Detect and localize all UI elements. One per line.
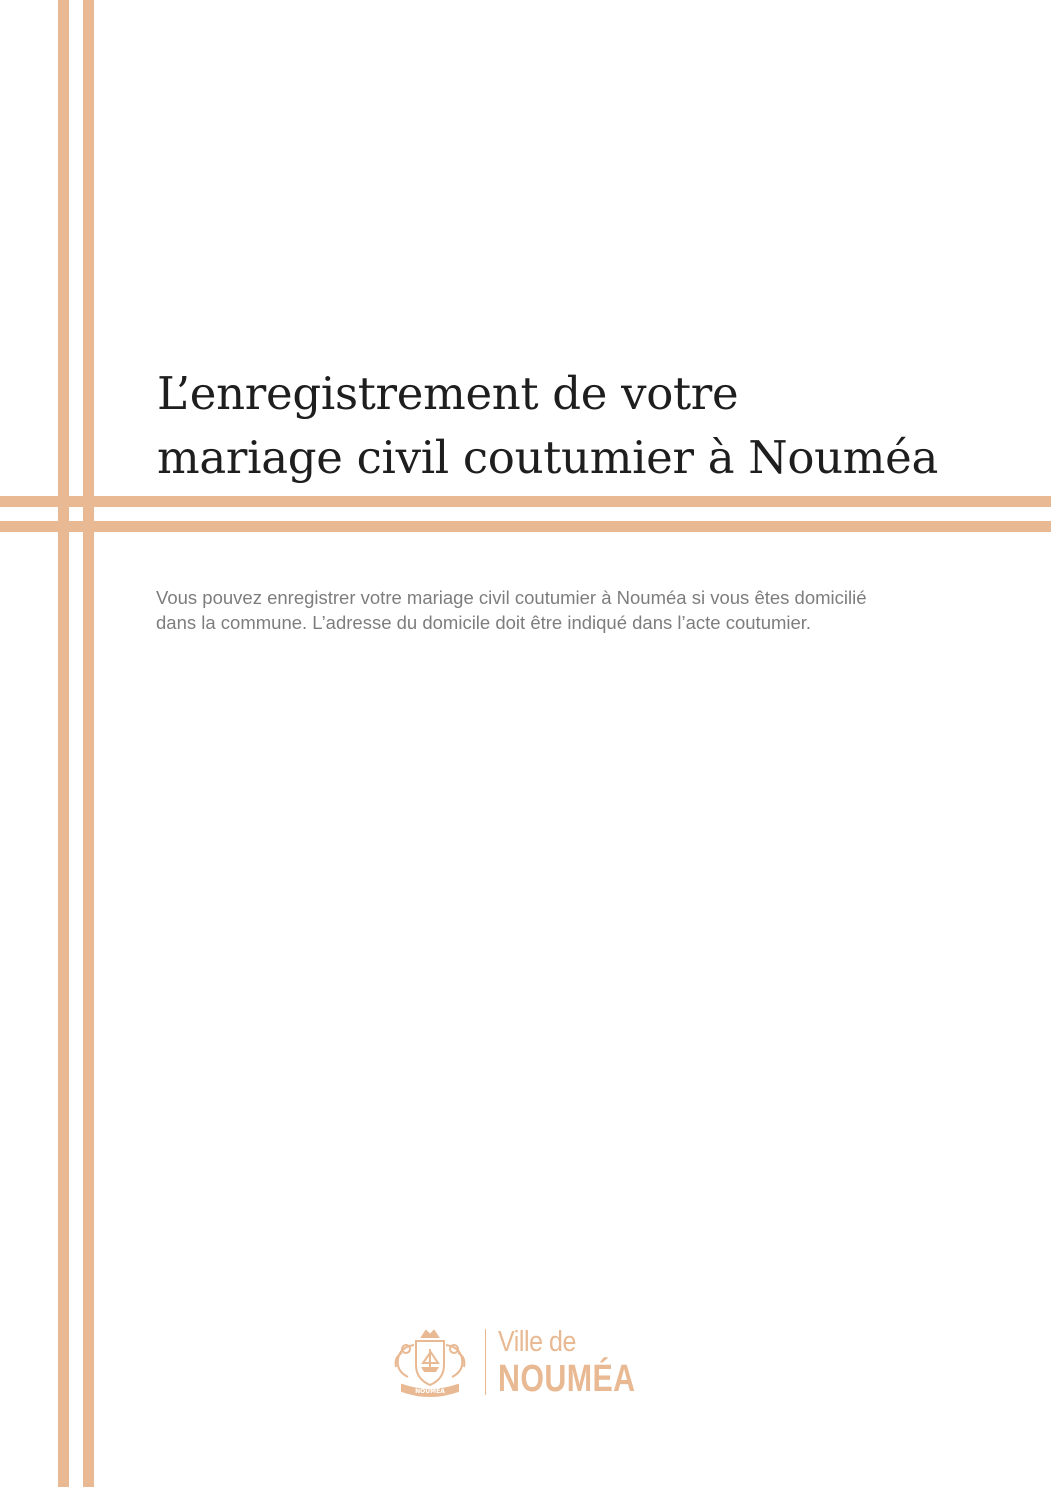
horizontal-stripe-top: [0, 496, 1051, 507]
horizontal-stripe-bottom: [0, 521, 1051, 532]
vertical-stripe-right: [83, 0, 94, 1487]
intro-line-2: dans la commune. L’adresse du domicile doit être indiqué dans l’acte coutumier.: [156, 612, 812, 633]
title-line-1: L’enregistrement de votre: [157, 367, 739, 420]
logo-divider: [485, 1329, 486, 1395]
intro-paragraph: [156, 585, 916, 635]
logo-line-ville-de: Ville de: [498, 1326, 576, 1358]
crest-caption: NOUMÉA: [415, 1388, 445, 1395]
ville-de-noumea-logo: [388, 1325, 648, 1405]
logo-line-noumea: NOUMÉA: [498, 1358, 636, 1400]
logo-wordmark: [498, 1325, 670, 1399]
coat-of-arms-icon: [388, 1327, 472, 1399]
page-title: [157, 362, 1017, 490]
title-line-2: mariage civil coutumier à Nouméa: [157, 431, 939, 484]
intro-line-1: Vous pouvez enregistrer votre mariage civil coutumier à Nouméa si vous êtes domicilié: [156, 587, 867, 608]
vertical-stripe-left: [58, 0, 69, 1487]
